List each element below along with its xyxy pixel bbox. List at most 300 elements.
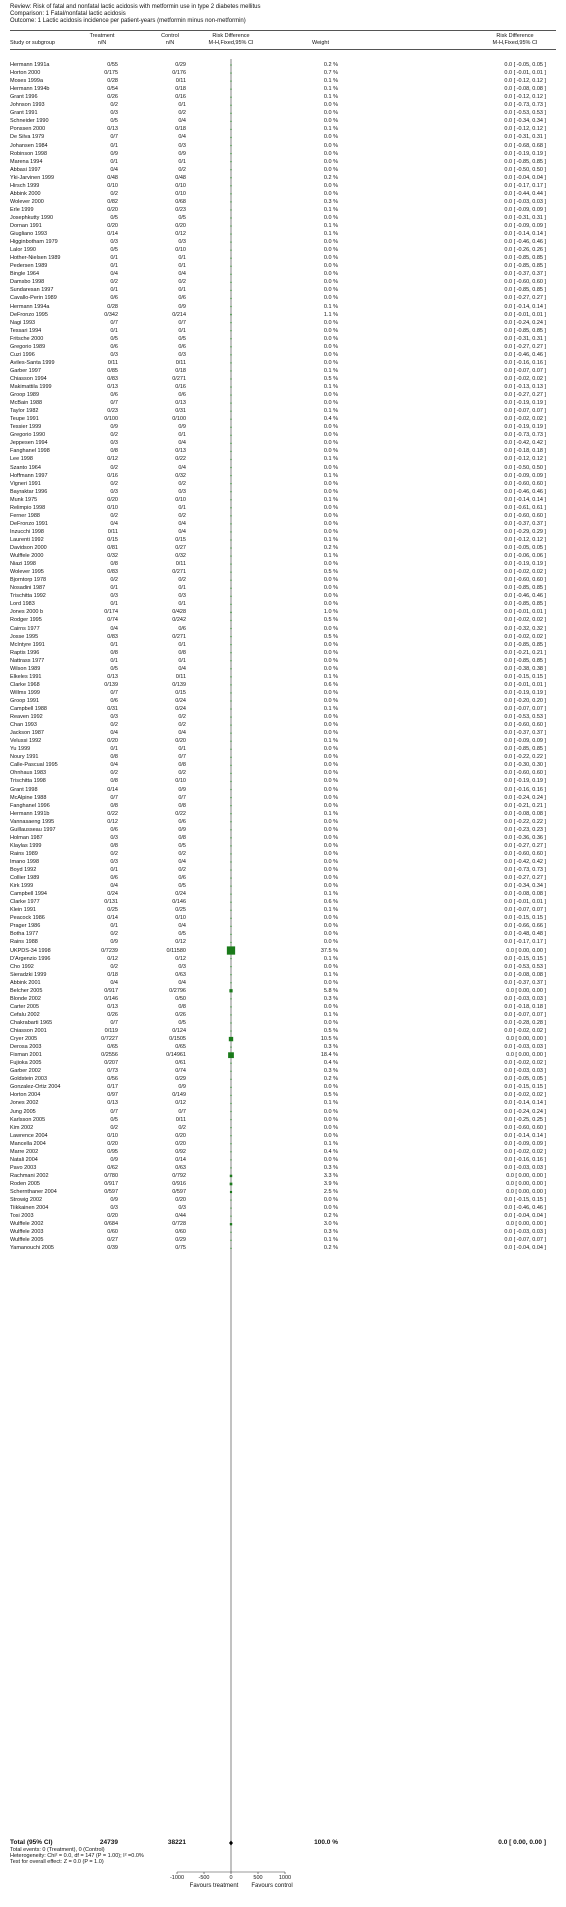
treatment-events: 0/26 (107, 1011, 118, 1018)
study-name: Jeppesen 1994 (10, 440, 48, 447)
control-events: 0/13 (175, 400, 186, 407)
study-row (0, 753, 566, 761)
study-name: Lee 1998 (10, 456, 33, 463)
study-row (0, 930, 566, 938)
study-name: Abbink 2000 (10, 190, 41, 197)
study-row (0, 423, 566, 431)
study-weight: 0.0 % (323, 714, 338, 721)
study-name: Hermann 1994a (10, 303, 50, 310)
treatment-events: 0/22 (107, 810, 118, 817)
study-ci: 0.0 [ -0.19, 0.19 ] (504, 150, 546, 157)
study-ci: 0.0 [ -0.12, 0.12 ] (504, 456, 546, 463)
treatment-events: 0/4 (110, 883, 118, 890)
study-row (0, 166, 566, 174)
study-ci: 0.0 [ -0.09, 0.09 ] (504, 472, 546, 479)
study-weight: 0.3 % (323, 1044, 338, 1051)
control-events: 0/2 (178, 722, 186, 729)
control-events: 0/20 (175, 1140, 186, 1147)
study-name: Ferner 1988 (10, 512, 40, 519)
study-ci: 0.0 [ -0.46, 0.46 ] (504, 351, 546, 358)
study-row (0, 673, 566, 681)
study-weight: 0.0 % (323, 351, 338, 358)
control-events: 0/271 (172, 569, 186, 576)
study-weight: 0.5 % (323, 1092, 338, 1099)
study-row (0, 1051, 566, 1059)
study-weight: 0.0 % (323, 512, 338, 519)
control-events: 0/20 (175, 1197, 186, 1204)
treatment-events: 0/11 (107, 528, 118, 535)
footnote-heterogeneity: Heterogeneity: Chi² = 0.0, df = 147 (P = 1.00); I² =0.0% (10, 1853, 144, 1859)
control-events: 0/916 (172, 1180, 186, 1187)
treatment-events: 0/8 (110, 778, 118, 785)
study-ci: 0.0 [ -0.60, 0.60 ] (504, 770, 546, 777)
study-row (0, 182, 566, 190)
study-row (0, 69, 566, 77)
study-weight: 0.1 % (323, 1140, 338, 1147)
control-events: 0/3 (178, 142, 186, 149)
study-ci: 0.0 [ 0.00, 0.00 ] (506, 1172, 546, 1179)
study-weight: 0.3 % (323, 1068, 338, 1075)
study-weight: 0.3 % (323, 198, 338, 205)
study-ci: 0.0 [ 0.00, 0.00 ] (506, 1221, 546, 1228)
control-events: 0/6 (178, 295, 186, 302)
treatment-events: 0/4 (110, 271, 118, 278)
study-weight: 0.1 % (323, 706, 338, 712)
study-weight: 0.0 % (323, 327, 338, 334)
study-name: Wulffele 2005 (10, 1237, 44, 1244)
study-weight: 0.4 % (323, 416, 338, 423)
study-weight: 0.0 % (323, 858, 338, 865)
col-control-subheader: n/N (165, 40, 175, 46)
study-weight: 0.0 % (323, 762, 338, 769)
control-events: 0/5 (178, 214, 186, 221)
study-ci: 0.0 [ -0.53, 0.53 ] (504, 714, 546, 721)
study-weight: 0.0 % (323, 931, 338, 938)
study-name: Jones 2002 (10, 1100, 39, 1107)
control-events: 0/242 (172, 617, 186, 624)
study-row (0, 906, 566, 914)
study-row (0, 568, 566, 576)
study-ci: 0.0 [ -0.85, 0.85 ] (504, 601, 546, 608)
treatment-events: 0/12 (107, 818, 118, 825)
control-events: 0/18 (175, 367, 186, 374)
treatment-events: 0/97 (107, 1092, 118, 1099)
treatment-events: 0/5 (110, 118, 118, 125)
study-row (0, 206, 566, 214)
col-weight-header: Weight (312, 40, 330, 46)
study-weight: 0.0 % (323, 802, 338, 809)
control-events: 0/2796 (169, 987, 186, 994)
study-row (0, 777, 566, 785)
control-events: 0/16 (175, 384, 186, 390)
treatment-events: 0/10 (107, 504, 118, 511)
study-ci: 0.0 [ -0.48, 0.48 ] (504, 931, 546, 938)
study-ci: 0.0 [ -0.02, 0.02 ] (504, 375, 546, 382)
study-weight: 0.0 % (323, 1132, 338, 1139)
study-ci: 0.0 [ -0.07, 0.07 ] (504, 1011, 546, 1018)
treatment-events: 0/100 (104, 416, 118, 423)
study-name: D'Argenzio 1996 (10, 955, 51, 962)
study-ci: 0.0 [ -0.02, 0.02 ] (504, 1092, 546, 1099)
comparison-title: Comparison: 1 Fatal/nonfatal lactic acidosis (10, 11, 126, 17)
control-events: 0/22 (175, 456, 186, 463)
favours-control-label: Favours control (251, 1883, 293, 1889)
study-weight: 0.0 % (323, 794, 338, 801)
study-row (0, 109, 566, 117)
control-events: 0/12 (175, 231, 186, 238)
study-row (0, 431, 566, 439)
study-weight: 0.1 % (323, 231, 338, 238)
study-ci: 0.0 [ -0.15, 0.15 ] (504, 1084, 546, 1091)
control-events: 0/24 (175, 697, 186, 704)
study-name: Cryer 2005 (10, 1036, 38, 1043)
study-ci: 0.0 [ -0.08, 0.08 ] (504, 971, 546, 978)
study-row (0, 447, 566, 455)
study-name: Hermann 1991b (10, 810, 50, 817)
study-name: Jones 2000 b (10, 609, 44, 616)
study-ci: 0.0 [ -0.25, 0.25 ] (504, 1116, 546, 1123)
study-ci: 0.0 [ -0.16, 0.16 ] (504, 786, 546, 793)
treatment-events: 0/6 (110, 875, 118, 882)
control-events: 0/100 (172, 416, 186, 423)
study-row (0, 1003, 566, 1011)
control-events: 0/1 (178, 746, 186, 753)
footnote-overall-effect: Test for overall effect: Z = 0.0 (P = 1.0) (10, 1859, 104, 1865)
treatment-events: 0/5 (110, 335, 118, 342)
study-weight: 0.0 % (323, 665, 338, 672)
study-name: Chiasson 1994 (10, 375, 47, 382)
treatment-events: 0/2 (110, 722, 118, 729)
study-row (0, 472, 566, 480)
study-name: Nattrass 1977 (10, 657, 45, 664)
treatment-events: 0/1 (110, 327, 118, 334)
control-events: 0/1 (178, 255, 186, 262)
total-diamond (229, 1841, 233, 1846)
x-tick-label: 0 (229, 1875, 233, 1881)
study-ci: 0.0 [ -0.27, 0.27 ] (504, 392, 546, 399)
study-ci: 0.0 [ -0.60, 0.60 ] (504, 279, 546, 286)
treatment-events: 0/3 (110, 593, 118, 600)
study-name: Prager 1986 (10, 923, 41, 930)
study-ci: 0.0 [ -0.27, 0.27 ] (504, 343, 546, 350)
study-ci: 0.0 [ -0.20, 0.20 ] (504, 697, 546, 704)
study-weight: 0.1 % (323, 891, 338, 898)
treatment-events: 0/20 (107, 1140, 118, 1147)
study-name: Grant 1991 (10, 110, 38, 117)
treatment-events: 0/1 (110, 641, 118, 648)
study-weight: 0.0 % (323, 641, 338, 648)
study-ci: 0.0 [ -0.01, 0.01 ] (504, 609, 546, 616)
study-name: Horton 2004 (10, 1092, 41, 1099)
control-events: 0/1 (178, 657, 186, 664)
study-ci: 0.0 [ -0.37, 0.37 ] (504, 979, 546, 986)
treatment-events: 0/12 (107, 456, 118, 463)
x-tick-label: 1000 (278, 1875, 292, 1881)
review-title: Review: Risk of fatal and nonfatal lactic acidosis with metformin use in type 2 diabetes mellitus (10, 4, 261, 10)
treatment-events: 0/2 (110, 770, 118, 777)
study-weight: 0.1 % (323, 206, 338, 213)
control-events: 0/11 (175, 1116, 186, 1123)
treatment-events: 0/25 (107, 907, 118, 914)
study-name: Tosi 2003 (10, 1213, 34, 1220)
study-row (0, 1196, 566, 1204)
study-weight: 0.0 % (323, 1084, 338, 1091)
control-events: 0/8 (178, 1003, 186, 1010)
study-name: Lalor 1990 (10, 247, 36, 254)
control-events: 0/271 (172, 375, 186, 382)
control-events: 0/7 (178, 754, 186, 761)
study-weight: 37.5 % (320, 947, 338, 954)
study-weight: 0.0 % (323, 520, 338, 527)
treatment-events: 0/7227 (101, 1036, 118, 1043)
study-weight: 0.1 % (323, 1011, 338, 1018)
study-row (0, 592, 566, 600)
treatment-events: 0/2 (110, 279, 118, 286)
study-weight: 0.0 % (323, 1197, 338, 1204)
study-row (0, 407, 566, 415)
study-ci: 0.0 [ -0.03, 0.03 ] (504, 1044, 546, 1051)
study-ci: 0.0 [ -0.14, 0.14 ] (504, 303, 546, 310)
control-events: 0/2 (178, 1124, 186, 1131)
study-row (0, 335, 566, 343)
study-weight: 0.0 % (323, 295, 338, 302)
treatment-events: 0/1 (110, 867, 118, 873)
control-events: 0/3 (178, 488, 186, 495)
study-ci: 0.0 [ -0.12, 0.12 ] (504, 536, 546, 543)
study-weight: 0.0 % (323, 142, 338, 149)
study-ci: 0.0 [ -0.46, 0.46 ] (504, 239, 546, 246)
control-events: 0/3 (178, 1205, 186, 1212)
study-ci: 0.0 [ -0.16, 0.16 ] (504, 1156, 546, 1163)
study-weight: 0.0 % (323, 689, 338, 696)
treatment-events: 0/597 (104, 1189, 118, 1195)
study-weight: 0.1 % (323, 303, 338, 310)
study-name: Grant 1996 (10, 94, 38, 101)
treatment-events: 0/95 (107, 1148, 118, 1155)
study-row (0, 383, 566, 391)
study-row (0, 761, 566, 769)
study-weight: 0.1 % (323, 86, 338, 93)
study-name: Trischitta 1998 (10, 778, 46, 785)
study-name: Fanghanel 1998 (10, 448, 50, 455)
control-events: 0/6 (178, 392, 186, 399)
study-weight: 1.1 % (323, 311, 338, 318)
study-name: Karlsson 2005 (10, 1116, 46, 1123)
study-ci: 0.0 [ -0.19, 0.19 ] (504, 424, 546, 431)
study-name: Holman 1987 (10, 834, 43, 841)
study-row (0, 705, 566, 713)
study-ci: 0.0 [ -0.26, 0.26 ] (504, 247, 546, 254)
treatment-events: 0/7 (110, 1108, 118, 1115)
treatment-events: 0/14 (107, 231, 118, 238)
study-ci: 0.0 [ -0.18, 0.18 ] (504, 448, 546, 455)
study-row (0, 246, 566, 254)
treatment-events: 0/3 (110, 110, 118, 117)
study-name: Boyd 1992 (10, 867, 37, 873)
study-name: Hirsch 1999 (10, 182, 40, 189)
study-weight: 0.0 % (323, 850, 338, 857)
study-row (0, 818, 566, 826)
study-row (0, 1083, 566, 1091)
control-events: 0/32 (175, 553, 186, 560)
treatment-events: 0/3 (110, 1205, 118, 1212)
control-events: 0/4 (178, 118, 186, 125)
study-weight: 0.2 % (323, 1076, 338, 1083)
control-events: 0/60 (175, 1229, 186, 1236)
control-events: 0/1 (178, 432, 186, 439)
study-ci: 0.0 [ -0.14, 0.14 ] (504, 496, 546, 503)
study-ci: 0.0 [ -0.15, 0.15 ] (504, 915, 546, 922)
footnote-events: Total events: 0 (Treatment), 0 (Control) (10, 1847, 105, 1853)
treatment-events: 0/1 (110, 923, 118, 930)
study-name: Dornan 1991 (10, 223, 42, 229)
treatment-events: 0/3 (110, 488, 118, 495)
study-name: Hother-Nielsen 1989 (10, 255, 61, 262)
control-events: 0/11580 (166, 947, 186, 954)
study-ci: 0.0 [ -0.38, 0.38 ] (504, 665, 546, 672)
control-events: 0/29 (175, 1237, 186, 1244)
study-ci: 0.0 [ -0.07, 0.07 ] (504, 408, 546, 415)
study-row (0, 142, 566, 150)
control-events: 0/32 (175, 472, 186, 479)
study-weight: 0.1 % (323, 223, 338, 229)
study-row (0, 1212, 566, 1220)
study-ci: 0.0 [ -0.17, 0.17 ] (504, 182, 546, 189)
study-row (0, 190, 566, 198)
study-row (0, 882, 566, 890)
col-study-header: Study or subgroup (10, 40, 55, 46)
study-row (0, 1091, 566, 1099)
study-row (0, 117, 566, 125)
study-weight: 5.8 % (323, 987, 338, 994)
study-ci: 0.0 [ -0.73, 0.73 ] (504, 867, 546, 873)
study-weight: 0.0 % (323, 625, 338, 632)
x-tick-label: -500 (198, 1875, 210, 1881)
control-events: 0/61 (175, 1060, 186, 1067)
study-ci: 0.0 [ -0.19, 0.19 ] (504, 400, 546, 407)
treatment-events: 0/6 (110, 697, 118, 704)
study-row (0, 1043, 566, 1051)
study-weight: 0.0 % (323, 400, 338, 407)
study-ci: 0.0 [ -0.31, 0.31 ] (504, 134, 546, 141)
study-ci: 0.0 [ -0.03, 0.03 ] (504, 995, 546, 1002)
treatment-events: 0/2556 (101, 1052, 118, 1059)
study-ci: 0.0 [ -0.07, 0.07 ] (504, 907, 546, 914)
study-weight: 2.5 % (323, 1189, 338, 1195)
control-events: 0/75 (175, 1245, 186, 1252)
study-ci: 0.0 [ -0.02, 0.02 ] (504, 633, 546, 640)
treatment-events: 0/2 (110, 577, 118, 584)
x-tick-label: 500 (253, 1875, 263, 1881)
study-row (0, 343, 566, 351)
control-events: 0/9 (178, 424, 186, 431)
treatment-events: 0/56 (107, 1076, 118, 1083)
control-events: 0/792 (172, 1172, 186, 1179)
study-row (0, 576, 566, 584)
study-row (0, 657, 566, 665)
study-name: Vannasaeng 1995 (10, 818, 55, 825)
control-events: 0/124 (172, 1028, 186, 1034)
treatment-events: 0/83 (107, 633, 118, 640)
control-events: 0/5 (178, 931, 186, 938)
study-weight: 0.2 % (323, 62, 338, 68)
study-weight: 0.0 % (323, 561, 338, 568)
control-events: 0/7 (178, 794, 186, 801)
study-weight: 0.1 % (323, 738, 338, 745)
study-ci: 0.0 [ -0.08, 0.08 ] (504, 86, 546, 93)
total-treatment-n: 24739 (99, 1839, 118, 1846)
treatment-events: 0/7 (110, 134, 118, 141)
study-weight: 0.0 % (323, 166, 338, 173)
study-row (0, 987, 566, 995)
study-row (0, 1027, 566, 1035)
study-ci: 0.0 [ -0.85, 0.85 ] (504, 585, 546, 592)
treatment-events: 0/32 (107, 553, 118, 560)
control-events: 0/8 (178, 762, 186, 769)
study-row (0, 681, 566, 689)
study-weight: 0.1 % (323, 553, 338, 560)
control-events: 0/4 (178, 464, 186, 471)
treatment-events: 0/139 (104, 681, 118, 688)
study-name: Kim 2002 (10, 1124, 34, 1131)
study-weight: 0.0 % (323, 255, 338, 262)
study-weight: 0.1 % (323, 536, 338, 543)
study-ci: 0.0 [ -0.15, 0.15 ] (504, 673, 546, 680)
study-row (0, 319, 566, 327)
study-name: Erle 1999 (10, 206, 34, 213)
study-ci: 0.0 [ -0.53, 0.53 ] (504, 963, 546, 970)
treatment-events: 0/7 (110, 689, 118, 696)
control-events: 0/14961 (166, 1052, 186, 1059)
study-row (0, 1108, 566, 1116)
study-weight: 0.0 % (323, 939, 338, 946)
study-weight: 0.0 % (323, 214, 338, 221)
study-row (0, 238, 566, 246)
study-name: DeFronzo 1991 (10, 520, 48, 527)
study-name: Cavallo-Perin 1989 (10, 295, 57, 302)
treatment-events: 0/20 (107, 206, 118, 213)
study-row (0, 810, 566, 818)
control-events: 0/5 (178, 883, 186, 890)
study-name: Pavo 2003 (10, 1164, 37, 1171)
study-ci: 0.0 [ -0.46, 0.46 ] (504, 593, 546, 600)
study-ci: 0.0 [ -0.50, 0.50 ] (504, 166, 546, 173)
treatment-events: 0/4 (110, 520, 118, 527)
study-row (0, 600, 566, 608)
study-name: Bjorntorp 1978 (10, 577, 47, 584)
study-name: Sieradzki 1999 (10, 971, 47, 978)
treatment-events: 0/7 (110, 319, 118, 326)
treatment-events: 0/9 (110, 150, 118, 157)
treatment-events: 0/5 (110, 214, 118, 221)
study-row (0, 995, 566, 1003)
study-ci: 0.0 [ -0.34, 0.34 ] (504, 883, 546, 890)
study-row (0, 689, 566, 697)
study-name: Taylor 1982 (10, 408, 39, 415)
study-name: Bayraktar 1996 (10, 488, 48, 495)
study-row (0, 794, 566, 802)
control-events: 0/9 (178, 150, 186, 157)
study-weight: 0.0 % (323, 392, 338, 399)
treatment-events: 0/7 (110, 1019, 118, 1026)
study-ci: 0.0 [ -0.42, 0.42 ] (504, 440, 546, 447)
study-name: Relimpio 1998 (10, 504, 46, 511)
study-row (0, 544, 566, 552)
study-name: Garber 1997 (10, 367, 41, 374)
control-events: 0/15 (175, 689, 186, 696)
study-ci: 0.0 [ -0.60, 0.60 ] (504, 1124, 546, 1131)
study-weight: 0.0 % (323, 601, 338, 608)
